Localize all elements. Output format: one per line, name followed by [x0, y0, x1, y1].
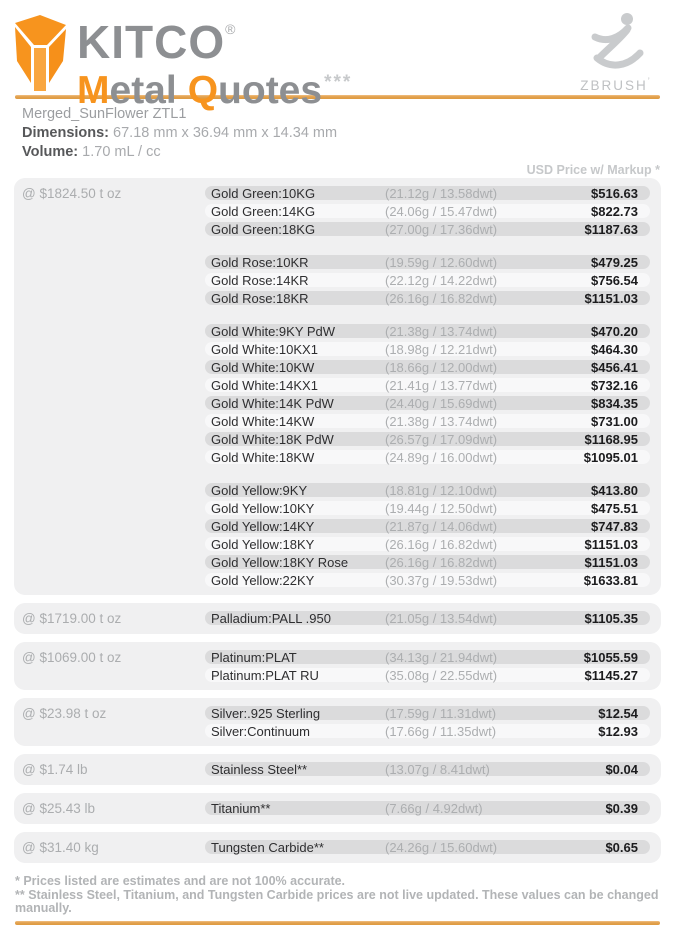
- quote-row: [205, 724, 650, 738]
- material-name: Gold Yellow:18KY: [211, 536, 315, 552]
- price-value: $1168.95: [584, 431, 638, 447]
- quote-row: [205, 396, 650, 410]
- price-value: $413.80: [591, 482, 638, 498]
- quote-row: [205, 360, 650, 374]
- weight-value: (13.07g / 8.41dwt): [385, 761, 490, 777]
- quote-rows: [205, 801, 650, 816]
- quote-row: [205, 483, 650, 497]
- metal-group: [205, 801, 650, 815]
- quote-row: [205, 801, 650, 815]
- title-letter-m: M: [77, 69, 110, 112]
- footer-divider: [15, 921, 660, 925]
- weight-value: (19.59g / 12.60dwt): [385, 254, 498, 270]
- quote-row: [205, 204, 650, 218]
- zbrush-trademark-tick: ’: [647, 76, 650, 86]
- weight-value: (34.13g / 21.94dwt): [385, 649, 498, 665]
- quote-section: [14, 754, 661, 785]
- price-value: $1187.63: [584, 221, 638, 237]
- weight-value: (35.08g / 22.55dwt): [385, 667, 498, 683]
- price-value: $12.54: [598, 705, 638, 721]
- price-value: $822.73: [591, 203, 638, 219]
- weight-value: (17.59g / 11.31dwt): [385, 705, 497, 721]
- weight-value: (26.16g / 16.82dwt): [385, 536, 498, 552]
- material-name: Gold Yellow:18KY Rose: [211, 554, 349, 570]
- weight-value: (24.06g / 15.47dwt): [385, 203, 498, 219]
- material-name: Gold Rose:10KR: [211, 254, 309, 270]
- weight-value: (26.57g / 17.09dwt): [385, 431, 498, 447]
- price-value: $470.20: [591, 323, 638, 339]
- price-value: $1151.03: [584, 536, 638, 552]
- title-uotes: uotes: [218, 69, 323, 112]
- spot-price-label: @ $1069.00 t oz: [22, 650, 122, 665]
- material-name: Gold Yellow:22KY: [211, 572, 315, 588]
- price-value: $756.54: [591, 272, 638, 288]
- weight-value: (17.66g / 11.35dwt): [385, 723, 497, 739]
- spot-price-label: @ $25.43 lb: [22, 801, 96, 816]
- header: [0, 0, 675, 112]
- quote-rows: [205, 186, 650, 587]
- weight-value: (21.41g / 13.77dwt): [385, 377, 498, 393]
- material-name: Titanium**: [211, 800, 271, 816]
- material-name: Gold White:9KY PdW: [211, 323, 336, 339]
- weight-value: (22.12g / 14.22dwt): [385, 272, 498, 288]
- material-name: Palladium:PALL .950: [211, 610, 331, 626]
- material-name: Gold Green:14KG: [211, 203, 316, 219]
- quote-row: [205, 342, 650, 356]
- material-name: Silver:.925 Sterling: [211, 705, 321, 721]
- quote-rows: [205, 762, 650, 777]
- model-name: Merged_SunFlower ZTL1: [22, 106, 187, 122]
- price-value[interactable]: $0.04: [605, 761, 638, 777]
- quote-row: [205, 273, 650, 287]
- price-value: $12.93: [598, 723, 638, 739]
- quote-rows: [205, 840, 650, 855]
- quote-section: [14, 793, 661, 824]
- metal-group: [205, 255, 650, 305]
- material-name: Gold White:14KW: [211, 413, 315, 429]
- quote-rows: [205, 650, 650, 682]
- quote-section: [14, 603, 661, 634]
- material-name: Gold White:18KW: [211, 449, 315, 465]
- zbrush-wordmark: [572, 76, 658, 93]
- material-name: Gold White:14K PdW: [211, 395, 334, 411]
- quote-row: [205, 611, 650, 625]
- metal-group: [205, 611, 650, 625]
- quote-row: [205, 255, 650, 269]
- quote-row: [205, 573, 650, 587]
- quote-row: [205, 378, 650, 392]
- quote-row: [205, 668, 650, 682]
- kitco-brand-text: KITCO: [77, 16, 226, 68]
- quote-row: [205, 432, 650, 446]
- weight-value: (27.00g / 17.36dwt): [385, 221, 498, 237]
- title-etal: etal: [109, 69, 177, 112]
- quote-row: [205, 519, 650, 533]
- weight-value: (21.05g / 13.54dwt): [385, 610, 498, 626]
- material-name: Gold Yellow:14KY: [211, 518, 315, 534]
- quote-sections: [0, 178, 675, 863]
- metal-group: [205, 650, 650, 682]
- quote-row: [205, 650, 650, 664]
- price-value: $456.41: [591, 359, 638, 375]
- price-value: $1151.03: [584, 554, 638, 570]
- quote-section: [14, 642, 661, 690]
- price-value: $747.83: [591, 518, 638, 534]
- brand-row: [15, 11, 660, 112]
- material-name: Gold Rose:14KR: [211, 272, 309, 288]
- weight-value: (24.40g / 15.69dwt): [385, 395, 498, 411]
- quote-section: [14, 832, 661, 863]
- spot-price-label: @ $1719.00 t oz: [22, 611, 122, 626]
- brand-text: [77, 5, 352, 111]
- metal-group: [205, 483, 650, 587]
- price-value: $1145.27: [584, 667, 638, 683]
- weight-value: (30.37g / 19.53dwt): [385, 572, 498, 588]
- weight-value: (18.81g / 12.10dwt): [385, 482, 498, 498]
- weight-value: (26.16g / 16.82dwt): [385, 554, 498, 570]
- metal-group: [205, 706, 650, 738]
- quote-section: [14, 178, 661, 595]
- footnote-estimates: * Prices listed are estimates and are not 100% accurate.: [15, 874, 346, 888]
- spot-price-label: @ $1824.50 t oz: [22, 186, 122, 201]
- metal-group: [205, 762, 650, 776]
- weight-value: (21.87g / 14.06dwt): [385, 518, 498, 534]
- metal-group: [205, 324, 650, 464]
- price-value[interactable]: $0.39: [605, 800, 638, 816]
- spot-price-label: @ $1.74 lb: [22, 762, 88, 777]
- material-name: Gold White:10KX1: [211, 341, 318, 357]
- spot-price-label: @ $23.98 t oz: [22, 706, 107, 721]
- weight-value: (24.89g / 16.00dwt): [385, 449, 498, 465]
- quote-section: [14, 698, 661, 746]
- weight-value: (18.66g / 12.00dwt): [385, 359, 498, 375]
- quote-row: [205, 414, 650, 428]
- model-dimensions: [22, 124, 660, 143]
- zbrush-logo: [572, 11, 658, 93]
- quote-row: [205, 537, 650, 551]
- quote-row: [205, 840, 650, 854]
- metal-quotes-title: [77, 63, 352, 111]
- registered-mark: ®: [225, 21, 236, 37]
- quote-rows: [205, 706, 650, 738]
- title-asterisks: ***: [324, 72, 353, 93]
- quote-row: [205, 450, 650, 464]
- kitco-wordmark: [77, 5, 352, 66]
- price-value: $732.16: [591, 377, 638, 393]
- weight-value: (21.38g / 13.74dwt): [385, 413, 498, 429]
- price-value: $1151.03: [584, 290, 638, 306]
- weight-value: (19.44g / 12.50dwt): [385, 500, 498, 516]
- quote-row: [205, 222, 650, 236]
- price-value: $479.25: [591, 254, 638, 270]
- material-name: Tungsten Carbide**: [211, 839, 324, 855]
- title-letter-q: Q: [187, 69, 219, 112]
- price-column-header: USD Price w/ Markup *: [526, 163, 660, 177]
- material-name: Gold Yellow:9KY: [211, 482, 308, 498]
- price-value: $516.63: [591, 185, 638, 201]
- price-value: $1105.35: [584, 610, 638, 626]
- price-value: $1633.81: [583, 572, 638, 588]
- material-name: Platinum:PLAT RU: [211, 667, 319, 683]
- kitco-logo-icon: [13, 14, 69, 94]
- spot-price-label: @ $31.40 kg: [22, 840, 99, 855]
- material-name: Gold Yellow:10KY: [211, 500, 315, 516]
- quote-row: [205, 186, 650, 200]
- weight-value: (26.16g / 16.82dwt): [385, 290, 498, 306]
- quote-row: [205, 706, 650, 720]
- model-volume: [22, 143, 660, 162]
- price-value: $475.51: [591, 500, 638, 516]
- weight-value: (21.38g / 13.74dwt): [385, 323, 498, 339]
- material-name: Gold White:18K PdW: [211, 431, 334, 447]
- material-name: Gold Rose:18KR: [211, 290, 309, 306]
- zbrush-figure-icon: [582, 11, 648, 73]
- quote-row: [205, 324, 650, 338]
- material-name: Silver:Continuum: [211, 723, 310, 739]
- price-value: $464.30: [591, 341, 638, 357]
- material-name: Gold White:14KX1: [211, 377, 318, 393]
- quote-rows: [205, 611, 650, 626]
- weight-value: (7.66g / 4.92dwt): [385, 800, 483, 816]
- quote-row: [205, 555, 650, 569]
- metal-group: [205, 840, 650, 854]
- dimensions-value: 67.18 mm x 36.94 mm x 14.34 mm: [113, 125, 338, 141]
- material-name: Stainless Steel**: [211, 761, 308, 777]
- quote-row: [205, 762, 650, 776]
- price-value: $731.00: [591, 413, 638, 429]
- volume-label: Volume:: [22, 144, 79, 160]
- footnotes: [0, 871, 675, 916]
- zbrush-label: ZBRUSH: [580, 78, 648, 93]
- price-value: $1095.01: [583, 449, 638, 465]
- metal-group: [205, 186, 650, 236]
- material-name: Gold White:10KW: [211, 359, 315, 375]
- weight-value: (21.12g / 13.58dwt): [385, 185, 498, 201]
- price-value: $834.35: [591, 395, 638, 411]
- quote-row: [205, 501, 650, 515]
- material-name: Gold Green:10KG: [211, 185, 316, 201]
- weight-value: (18.98g / 12.21dwt): [385, 341, 498, 357]
- footnote-manual-prices: ** Stainless Steel, Titanium, and Tungsten Carbide prices are not live updated. These values can be changed manually.: [15, 887, 659, 915]
- quote-row: [205, 291, 650, 305]
- material-name: Platinum:PLAT: [211, 649, 297, 665]
- material-name: Gold Green:18KG: [211, 221, 316, 237]
- price-value: $1055.59: [583, 649, 638, 665]
- weight-value: (24.26g / 15.60dwt): [385, 839, 498, 855]
- price-value[interactable]: $0.65: [605, 839, 638, 855]
- volume-value: 1.70 mL / cc: [82, 144, 161, 160]
- dimensions-label: Dimensions:: [22, 125, 110, 141]
